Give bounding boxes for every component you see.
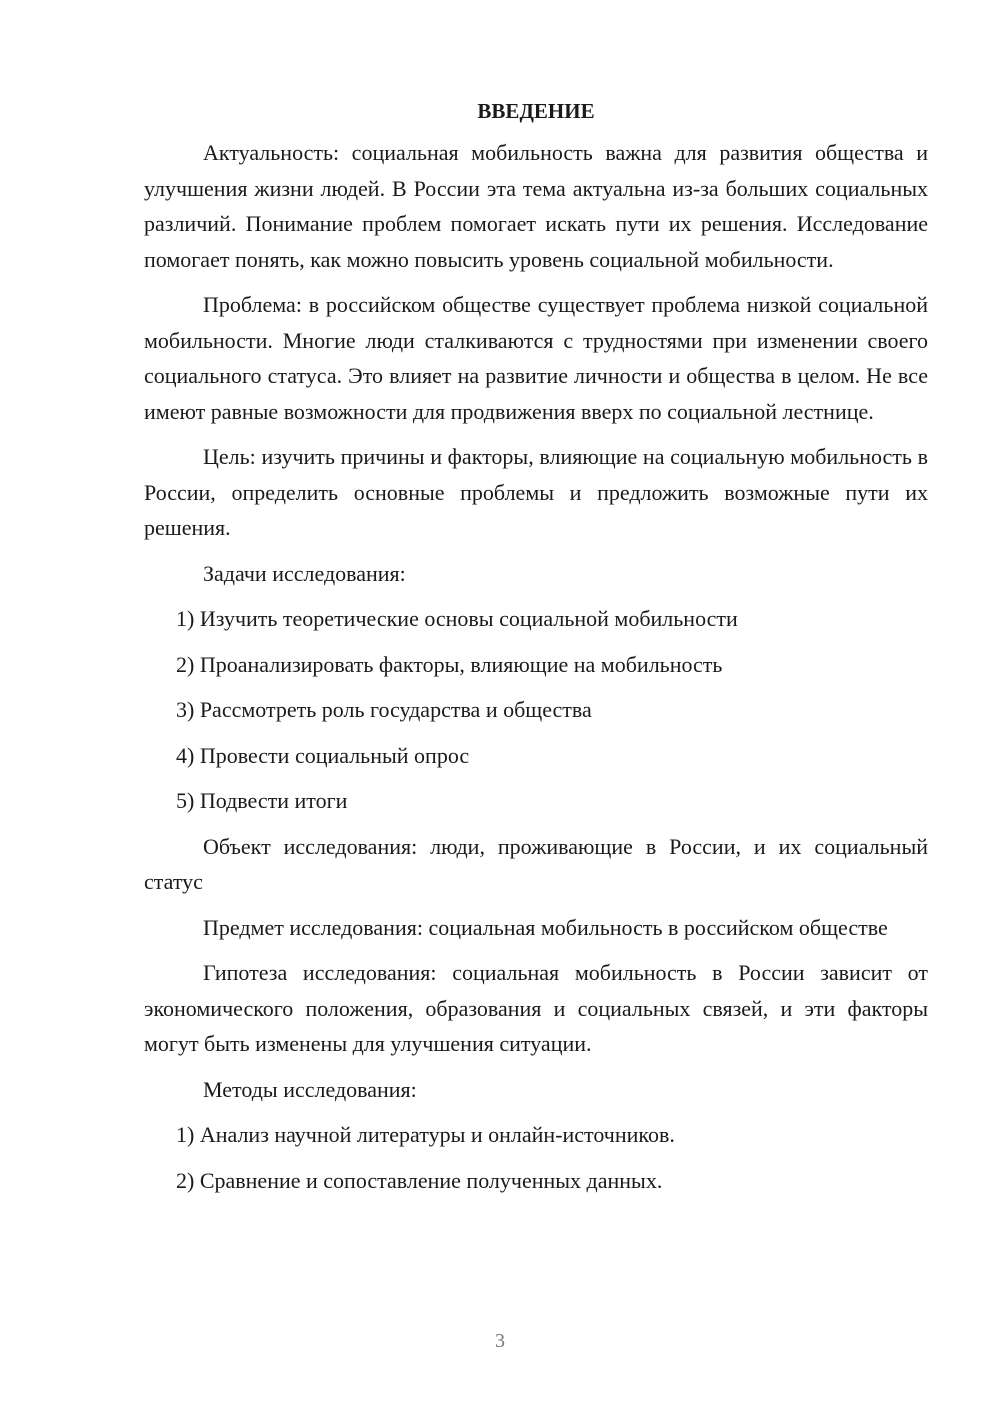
section-title: ВВЕДЕНИЕ [477,99,595,123]
task-item: 2) Проанализировать факторы, влияющие на мобильность [176,651,723,677]
problem-paragraph: Проблема: в российском обществе существует проблема низкой социальной мобильности. Многие люди сталкиваются с трудностями при изменении своего социального статуса. Это влияет на развитие личности и общества в целом. Не все имеют равные возможности для продвижения вверх по социальной лестнице. [144,292,928,424]
object-paragraph: Объект исследования: люди, проживающие в России, и их социальный статус [144,833,928,894]
task-item: 3) Рассмотреть роль государства и общества [176,697,592,722]
actuality-paragraph: Актуальность: социальная мобильность важна для развития общества и улучшения жизни людей. В России эта тема актуальна из-за больших социальных различий. Понимание проблем помогает искать пути их решения. Исследование помогает понять, как можно повысить уровень социальной мобильности. [144,140,928,272]
goal-paragraph: Цель: изучить причины и факторы, влияющие на социальную мобильность в России, определить основные проблемы и предложить возможные пути их решения. [144,444,928,540]
method-item: 2) Сравнение и сопоставление полученных данных. [176,1167,663,1193]
method-item: 1) Анализ научной литературы и онлайн-источников. [176,1122,675,1147]
methods-heading: Методы исследования: [203,1076,417,1102]
subject-paragraph: Предмет исследования: социальная мобильность в российском обществе [203,914,888,940]
tasks-heading: Задачи исследования: [203,560,406,586]
page-number: 3 [495,1330,505,1352]
task-item: 5) Подвести итоги [176,788,348,813]
task-item: 1) Изучить теоретические основы социальной мобильности [176,606,738,631]
task-item: 4) Провести социальный опрос [176,742,470,768]
document-page [144,93,928,1208]
hypothesis-paragraph: Гипотеза исследования: социальная мобильность в России зависит от экономического положения, образования и социальных связей, и эти факторы могут быть изменены для улучшения ситуации. [144,960,928,1056]
